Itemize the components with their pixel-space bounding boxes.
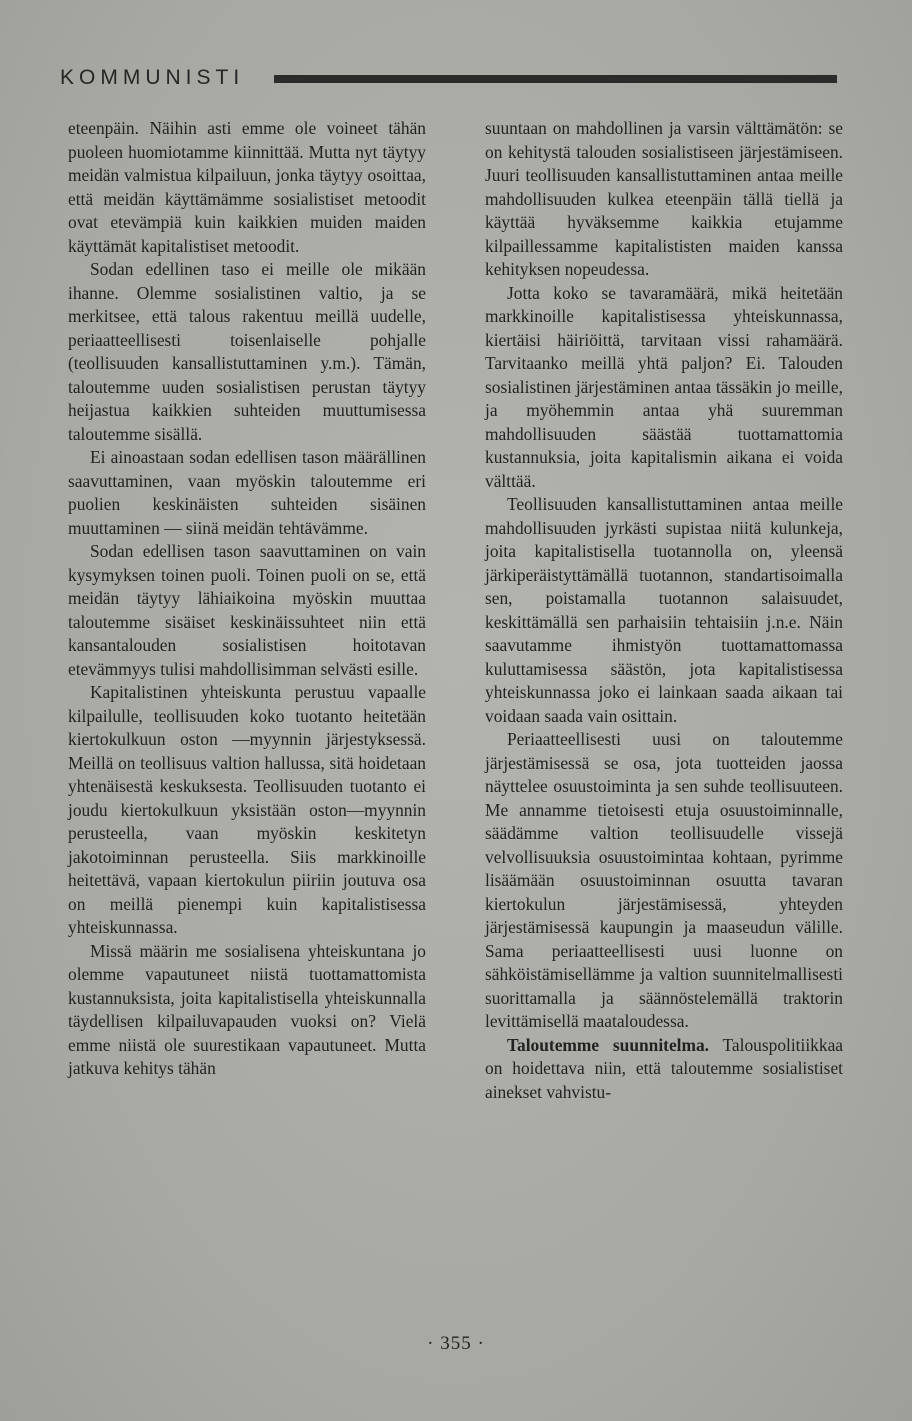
paragraph: Sodan edellisen tason saavuttaminen on vain kysymyksen toinen puoli. Toinen puoli on se, että meidän täytyy lähiaikoina myöskin muuttaa taloutemme sisäiset keskinäissuhteet niin että kansantalouden sosialistisen hoitotavan etevämmyys tulisi mahdollisimman selvästi esille. xyxy=(68,541,426,679)
right-column xyxy=(485,117,843,1104)
page-number: · 355 · xyxy=(427,1333,485,1354)
paragraph: Ei ainoastaan sodan edellisen tason määrällinen saavuttaminen, vaan myöskin taloutemme eri puolien keskinäisten suhteiden sisäinen muuttaminen — siinä meidän tehtävämme. xyxy=(68,447,426,538)
running-header xyxy=(60,66,840,92)
section-text: Talouspolitiikkaa on hoidettava niin, että taloutemme sosialistiset ainekset vahvistu- xyxy=(485,1034,844,1102)
left-column xyxy=(68,117,426,1081)
paragraph: Missä määrin me sosialisena yhteiskuntana jo olemme vapautuneet niistä tuottamattomista kustannuksista, joita kapitalistisella yhteiskunnalla täydellisen kilpailuvapauden vuoksi on? Vielä emme niistä ole suurestikaan vapautuneet. Mutta jatkuva kehitys tähän xyxy=(68,940,426,1078)
paragraph: Periaatteellisesti uusi on taloutemme järjestämisessä se osa, jota tuotteiden jaossa näyttelee osuustoiminta ja sen suhde teollisuuteen. Me annamme tietoisesti etuja osuustoiminnalle, säädämme valtion teollisuudelle vissejä velvollisuuksia osuustoimintaa kohtaan, pyrimme lisäämään osuustoiminnan osuutta tavaran kiertokulun järjestämisessä, yhteyden järjestämisessä kaupungin ja maaseudun välille. Sama periaatteellisesti uusi luonne on sähköistämisellämme ja valtion suunnitelmallisesti suorittamalla ja säännöstelemällä traktorin levittämisellä maataloudessa. xyxy=(485,729,843,1031)
paragraph: Jotta koko se tavaramäärä, mikä heitetään markkinoille kapitalistisessa yhteiskunnassa, kiertäisi häiriöittä, tarvitaan vissi rahamäärä. Tarvitaanko meillä yhtä paljon? Ei. Talouden sosialistinen järjestäminen antaa tässäkin jo meille, ja myöhemmin antaa yhä suuremman mahdollisuuden säästää tuottamattomia kustannuksia, joita kapitalismin aikana ei voida välttää. xyxy=(485,282,843,491)
header-rule xyxy=(274,75,837,83)
paragraph: Teollisuuden kansallistuttaminen antaa meille mahdollisuuden jyrkästi supistaa niitä kulunkeja, joita kapitalistisella tuotannolla on, yleensä järkiperäistyttämällä tuotannon, standartisoimalla sen, poistamalla tuotannon salaisuudet, keskittämällä sen parhaisiin tehtaisiin j.n.e. Näin saavutamme ihmistyön tuottamattomassa kuluttamisessa säästön, jota kapitalistisessa yhteiskunnassa joko ei lainkaan saada aikaan tai voidaan saada vain osittain. xyxy=(485,494,843,726)
paragraph: Kapitalistinen yhteiskunta perustuu vapaalle kilpailulle, teollisuuden koko tuotanto heitetään kiertokulkuun oston —myynnin järjestyksessä. Meillä on teollisuus valtion hallussa, sitä hoidetaan yhtenäisestä keskuksesta. Teollisuuden tuotanto ei joudu kiertokulkuun yksistään oston—myynnin perusteella, vaan myöskin keskitetyn jakotoiminnan perusteella. Siis markkinoille heitettävä, vapaan kiertokulun piiriin joutuva osa on meillä pienempi kuin kapitalistisessa yhteiskunnassa. xyxy=(68,682,426,937)
section-paragraph xyxy=(485,1034,843,1105)
paragraph: eteenpäin. Näihin asti emme ole voineet tähän puoleen huomiotamme kiinnittää. Mutta nyt täytyy meidän valmistua kilpailuun, jonka täytyy osoittaa, että meidän käyttämämme sosialistiset metoodit ovat etevämpiä kuin kaikkien muiden maiden käyttämät kapitalistiset metoodit. xyxy=(68,118,426,256)
paragraph: suuntaan on mahdollinen ja varsin välttämätön: se on kehitystä talouden sosialistiseen järjestämiseen. Juuri teollisuuden kansallistuttaminen antaa meille mahdollisuuden kulkea eteenpäin tällä tiellä ja käyttää hyväksemme kaikkia etujamme kilpaillessamme kapitalististen maiden kanssa kehityksen nopeudessa. xyxy=(485,118,843,279)
paragraph: Sodan edellinen taso ei meille ole mikään ihanne. Olemme sosialistinen valtio, ja se merkitsee, että talous rakentuu meillä uudelle, periaatteellisesti toisenlaiselle pohjalle (teollisuuden kansallistuttaminen y.m.). Tämän, taloutemme uuden sosialistisen perustan täytyy heijastua kaikkien suhteiden muuttumisessa taloutemme sisällä. xyxy=(68,259,426,444)
header-title: KOMMUNISTI xyxy=(60,66,245,89)
section-heading: Taloutemme suunnitelma. xyxy=(507,1034,710,1055)
